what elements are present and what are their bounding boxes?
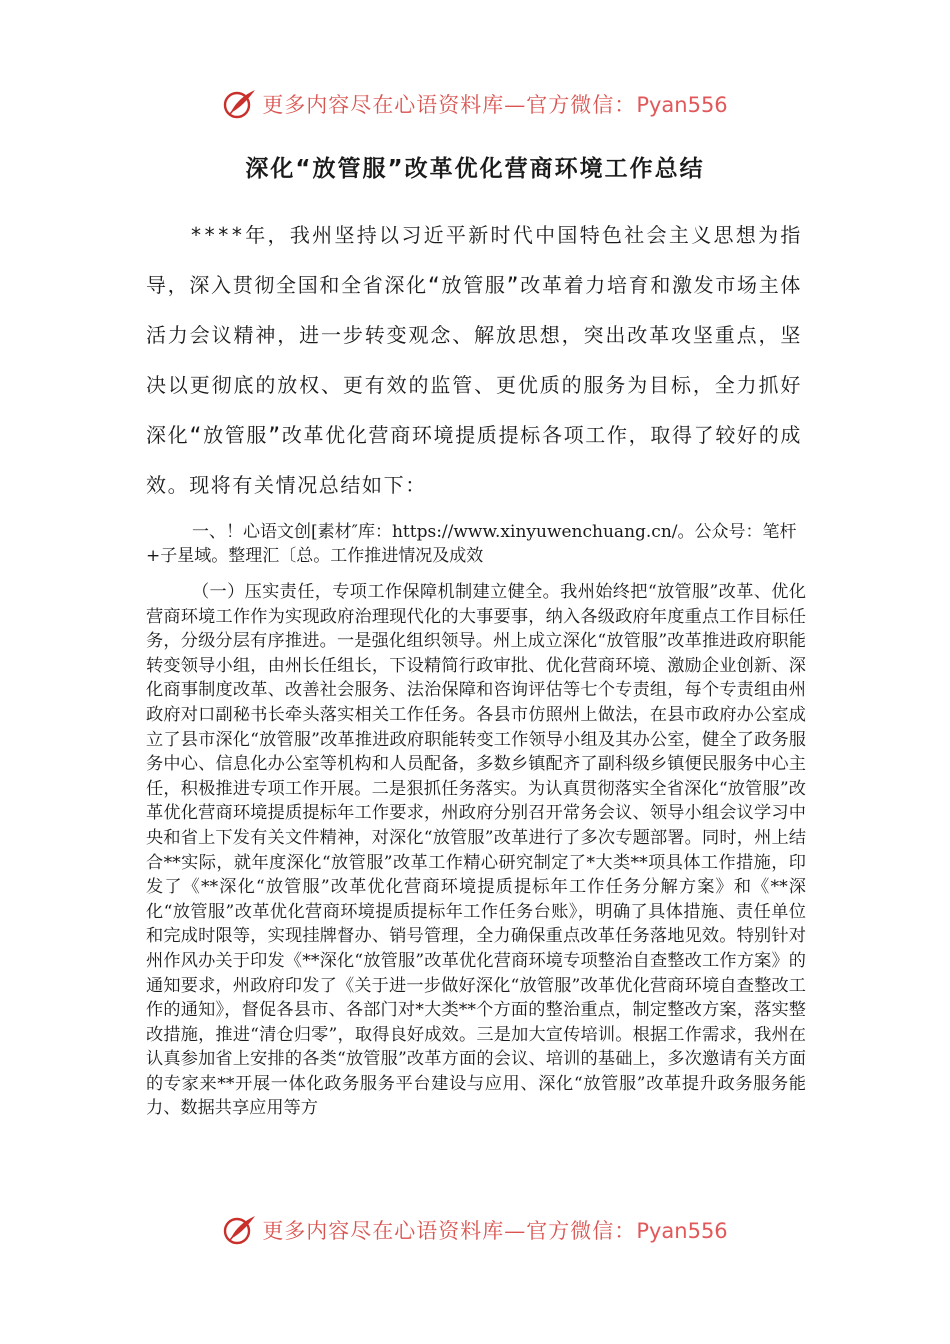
header-banner: [0, 84, 950, 124]
banner-wechat-handle: Pyan556: [636, 1219, 728, 1243]
document-title: 深化“放管服”改革优化营商环境工作总结: [245, 156, 705, 182]
banner-text: 更多内容尽在心语资料库—官方微信：Pyan556: [262, 1219, 728, 1243]
section-heading: 一、！心语文创[素材″库：https://www.xinyuwenchuang.cn/。公众号：笔杆+子星域。整理汇〔总。工作推进情况及成效: [146, 522, 797, 566]
intro-paragraph: ****年，我州坚持以习近平新时代中国特色社会主义思想为指导，深入贯彻全国和全省深化“放管服”改革着力培育和激发市场主体活力会议精神，进一步转变观念、解放思想，突出改革攻坚重点，坚决以更彻底的放权、更有效的监管、更优质的服务为目标，全力抓好深化“放管服”改革优化营商环境提质提标各项工作，取得了较好的成效。现将有关情况总结如下：: [146, 223, 802, 497]
banner-wechat-handle: Pyan556: [636, 93, 728, 117]
quill-logo-icon: [222, 1214, 258, 1246]
footer-banner: [0, 1210, 950, 1250]
body-paragraph: （一）压实责任，专项工作保障机制建立健全。我州始终把“放管服”改革、优化营商环境工作作为实现政府治理现代化的大事要事，纳入各级政府年度重点工作目标任务，分级分层有序推进。一是强化组织领导。州上成立深化“放管服”改革推进政府职能转变领导小组，由州长任组长，下设精简行政审批、优化营商环境、激励企业创新、深化商事制度改革、改善社会服务、法治保障和咨询评估等七个专责组，每个专责组由州政府对口副秘书长牵头落实相关工作任务。各县市仿照州上做法，在县市政府办公室成立了县市深化“放管服”改革推进政府职能转变工作领导小组及其办公室，健全了政务服务中心、信息化办公室等机构和人员配备，多数乡镇配齐了副科级乡镇便民服务中心主任，积极推进专项工作开展。二是狠抓任务落实。为认真贯彻落实全省深化“放管服”改革优化营商环境提质提标年工作要求，州政府分别召开常务会议、领导小组会议学习中央和省上下发有关文件精神，对深化“放管服”改革进行了多次专题部署。同时，州上结合**实际，就年度深化“放管服”改革工作精心研究制定了*大类**项具体工作措施，印发了《**深化“放管服”改革优化营商环境提质提标年工作任务分解方案》和《**深化“放管服”改革优化营商环境提质提标年工作任务台账》，明确了具体措施、责任单位和完成时限等，实现挂牌督办、销号管理，全力确保重点改革任务落地见效。特别针对州作风办关于印发《**深化“放管服”改革优化营商环境专项整治自查整改工作方案》的通知要求，州政府印发了《关于进一步做好深化“放管服”改革优化营商环境自查整改工作的通知》，督促各县市、各部门对*大类**个方面的整治重点，制定整改方案，落实整改措施，推进“清仓归零”，取得良好成效。三是加大宣传培训。根据工作需求，我州在认真参加省上安排的各类“放管服”改革方面的会议、培训的基础上，多次邀请有关方面的专家来**开展一体化政务服务平台建设与应用、深化“放管服”改革提升政务服务能力、数据共享应用等方: [146, 582, 806, 1119]
quill-logo-icon: [222, 88, 258, 120]
banner-text: 更多内容尽在心语资料库—官方微信：Pyan556: [262, 93, 728, 117]
